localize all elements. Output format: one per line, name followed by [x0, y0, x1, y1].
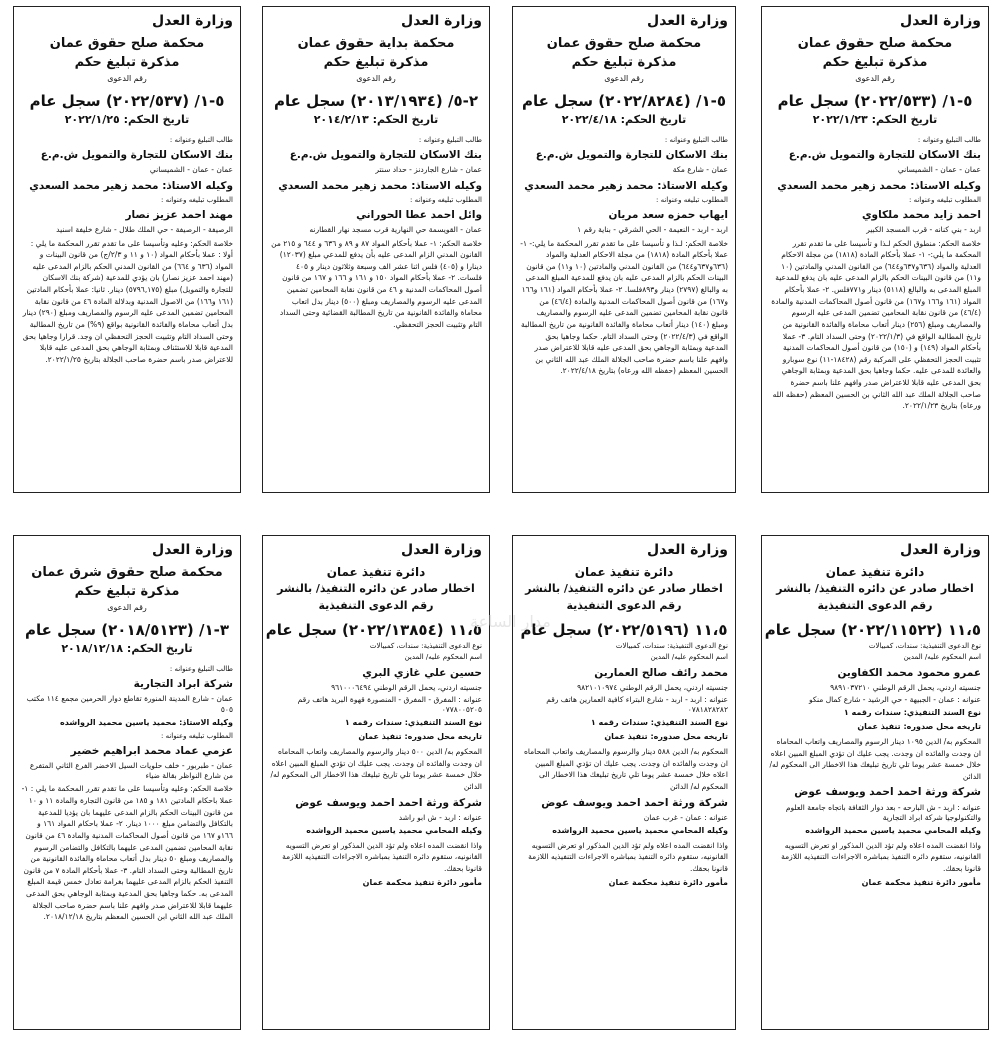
- respondent-address: عمان - القويسمة حي النهارية قرب مسجد نهار القطارنه: [309, 225, 482, 235]
- court-name: محكمة صلح حقوق شرق عمان: [31, 564, 223, 580]
- case-number: ١١،٥ (٢٠٢٢/١١٥٢٢) سجل عام: [764, 620, 981, 639]
- notice-bottom-4: [13, 535, 241, 1030]
- bond-date: تاريخه محل صدوره: تنفيذ عمان: [358, 732, 482, 742]
- case-label: رقم الدعوى: [107, 73, 147, 83]
- case-label: رقم الدعوى: [855, 73, 895, 83]
- claimant-name: بنك الاسكان للتجارة والتمويل ش.م.ع: [788, 149, 981, 162]
- bond-type: نوع السند التنفيذي: سندات رقمه ١: [344, 718, 482, 728]
- ministry-title: وزارة العدل: [401, 13, 482, 29]
- case-type: نوع الدعوى التنفيذية: سندات، كمبيالات: [868, 642, 981, 651]
- claimant-address: عمان - شارع مكة: [672, 165, 728, 175]
- creditor-address: عنوانه : اربد - ش البارحه - بعد دوار الثقافة باتجاه جامعة العلوم والتكنولوجيا شركة ابراد التجارية: [785, 802, 981, 822]
- judgment-summary: خلاصة الحكم: وعليه وتأسيسا على ما تقدم تقرر المحكمة ما يلي : ١- عملا باحكام المادتين ١٨١ و ١٨٥ من قانون التجارة والمادة ١١ و ١٠ من قانون البينات الحكم بالزام المدعى عليهما بان يؤديا للمدعية بالتكافل والتضامن مبلغ ١٠٠٠ دينار. ٢- عملا باحكام المواد ١٦١ و ١٦٦و ١٦٧ من قانون أصول المحاكمات المدنية والمادة ٤٦ من قانون نقابة المحامين تضمين المدعى عليهما بالتكافل والتضامن الرسوم والمصاريف ومبلغ ٥٠ دينار بدل أتعاب محاماة والفائدة القانونية من تاريخ المطالبة وحتى السداد التام. ٣- عملا بأحكام المادة ٧ من قانون التنفيذ الحكم بالزام المدعى عليهما بغرامة تعادل خمس قيمة المبلغ المدعى به. حكما وجاهيا بحق المدعية وبمثابة الوجاهي بحق المدعى عليهما قابلا للاعتراض صدر وافهم علنا باسم حضرة صاحب الجلالة الملك عبد الله الثاني ابن الحسين المعظم بتاريخ ٢٠١٨/١٢/١٨.: [21, 784, 233, 922]
- debtor-label: اسم المحكوم عليه/ المدين: [650, 653, 728, 662]
- judgment-date: تاريخ الحكم: ٢٠٢٢/١/٢٥: [64, 113, 190, 127]
- respondent-address: اربد - اربد - النعيمة - الحي الشرقي - بناية رقم ١: [577, 225, 728, 235]
- department-name: دائرة تنفيذ عمان: [326, 564, 426, 579]
- bond-date: تاريخه محل صدوره: تنفيذ عمان: [604, 732, 728, 742]
- case-number: ٥-١/ (٢٠٢٢/٨٢٨٤) سجل عام: [522, 91, 726, 110]
- claimant-label: طالب التبليغ وعنوانه :: [418, 135, 482, 144]
- respondent-label: المطلوب تبليغه وعنوانه :: [161, 195, 233, 204]
- case-label: رقم الدعوى التنفيذية: [817, 598, 933, 612]
- respondent-name: وائل احمد عطا الحوراني: [356, 209, 482, 222]
- ministry-title: وزارة العدل: [647, 542, 728, 558]
- notice-top-4: [13, 6, 241, 493]
- watermark: مدار الساعة: [470, 612, 551, 631]
- judgment-summary: خلاصة الحكم: ١- عملا بأحكام المواد ٨٧ و ٨٩ و ٦٣٦ و ٦٤٤ و ٢١٥ من القانون المدني الزام المدعى عليه بأن يدفع للمدعي مبلغ (١٢٠٣٧) دينارا و (٤٠٥) فلس اثنا عشر الف وسبعة وثلاثون دينار و ٤٠٥ فلسات. ٢- عملا بأحكام المواد ١٥٠ و ١٦١ و ١٦٦ و ١٦٧ من قانون أصول المحاكمات المدنية و ٤٦ من قانون نقابة المحامين تضمين المدعى عليه الرسوم والمصاريف ومبلغ (٥٠٠) دينار بدل اتعاب محاماة والفائدة القانونية من تاريخ المطالبة القضائية وحتى السداد التام وتثبيت الحجز التحفظي.: [271, 238, 482, 329]
- creditor-address: عنوانه : اربد - ش ابو راشد: [398, 812, 482, 822]
- creditor-name: شركة ورثة احمد احمد ويوسف عوض: [541, 796, 728, 809]
- case-number: ١١،٥ (٢٠٢٢/١٣٨٥٤) سجل عام: [265, 620, 482, 639]
- judgment-date: تاريخ الحكم: ٢٠١٨/١٢/١٨: [61, 642, 193, 656]
- judgment-date: تاريخ الحكم: ٢٠١٤/٢/١٣: [313, 113, 439, 127]
- respondent-label: المطلوب تبليغه وعنوانه :: [909, 195, 981, 204]
- case-label: رقم الدعوى: [604, 73, 644, 83]
- department-name: دائرة تنفيذ عمان: [825, 564, 925, 579]
- respondent-name: احمد زايد محمد ملكاوي: [861, 209, 981, 222]
- respondent-label: المطلوب تبليغه وعنوانه :: [410, 195, 482, 204]
- court-name: محكمة صلح حقوق عمان: [546, 35, 702, 51]
- debt-details: المحكوم به/ الدين ٥٠٠ دينار والرسوم والمصاريف واتعاب المحاماه ان وجدت والفائده ان وجدت. يجب عليك ان تؤدي المبلغ المبين اعلاه خلال خمسة عشر يوما تلي تاريخ تبليغك هذا الاخطار الى المحكوم له/ الدائن: [270, 747, 482, 791]
- respondent-name: مهند احمد عزيز نصار: [125, 209, 233, 222]
- judgment-summary: خلاصة الحكم: لـذا و تأسيسا على ما تقدم تقرر المحكمة ما يلي:- ١- عملا بأحكام المادة (١٨١٨) من مجلة الاحكام العدلية والمواد (٦٣٦و٦٣٧و٦٤٤) من القانون المدني والمادتين (١٠ و١١) من قانون البينات الحكم بالزام المدعى عليه بان يدفع للمدعية المبلغ المدعى به والبالغ (٢٧٩٧) دينار و٨٩٣فلسا. ٢- عملا بأحكام المواد (١٦١ و١٦٦ و١٦٧) من قانون أصول المحاكمات المدنية والمادة (٤٦/٤) من قانون نقابة المحامين تضمين المدعى عليه الرسوم والمصاريف ومبلغ (١٤٠) دينار أتعاب محاماة والفائدة القانونية من تاريخ المطالبة الواقع في (٢٠٢٢/٤/٣) وحتى السداد التام. حكما وجاهيا بحق المدعية وبمثابة الوجاهي بحق المدعى عليه قابلا للاعتراض صدر وافهم علنا باسم حضرة صاحب الجلالة الملك عبد الله الثاني بن الحسين المعظم (حفظه الله ورعاه) بتاريخ ٢٠٢٢/٤/١٨.: [520, 238, 728, 376]
- claimant-address: عمان - عمان - الشميساني: [897, 165, 981, 175]
- notice-subtitle: مذكرة تبليغ حكم: [74, 55, 180, 71]
- case-number: ٣-١/ (٢٠١٨/٥١٢٣) سجل عام: [25, 620, 229, 639]
- creditor-name: شركة ورثة احمد احمد ويوسف عوض: [794, 786, 981, 799]
- case-number: ٥-١/ (٢٠٢٢/٥٣٣) سجل عام: [777, 91, 973, 110]
- lawyer-name: وكيله المحامي محميد ياسين محميد الرواشده: [552, 825, 728, 835]
- closing-text: واذا انقضت المده اعلاه ولم تؤد الدين المذكور او تعرض التسويه القانونيه، ستقوم دائره التنفيذ بمباشره الاجراءات التنفيذيه اللازمة قانونا بحقك.: [781, 840, 981, 873]
- closing-text: واذا انقضت المده اعلاه ولم تؤد الدين المذكور او تعرض التسويه القانونيه، ستقوم دائره التنفيذ بمباشره الاجراءات التنفيذيه اللازمة قانونا بحقك.: [282, 840, 482, 873]
- notice-subtitle: مذكرة تبليغ حكم: [571, 55, 677, 71]
- respondent-label: المطلوب تبليغه وعنوانه :: [656, 195, 728, 204]
- debt-details: المحكوم به/ الدين ٥٨٨ دينار والرسوم والمصاريف واتعاب المحاماه ان وجدت والفائده ان وجدت. يجب عليك ان تؤدي المبلغ المبين اعلاه خلال خمسة عشر يوما تلي تاريخ تبليغك هذا الاخطار الى المحكوم له/ الدائن: [523, 747, 728, 791]
- agent-name: وكيله الاستاذ: محمد زهير محمد السعدي: [278, 179, 482, 192]
- judgment-summary: خلاصة الحكم: وعليه وتأسيسا على ما تقدم تقرر المحكمة ما يلي : أولا : عملا بأحكام المواد (١٠ و ١١ و ٢/٣/ج) من قانون البينات و المواد (٦٣٦ و ٦٦٤) من القانون المدني الحكم بالزام المدعى عليه (مهند احمد عزيز نصار) بان يؤدي للمدعية (شركة بنك الاسكان للتجارة والتمويل) مبلغ (٥٧٩٦,١٧٥) دينار. ثانيا: عملا بأحكام المادتين (١٦١ و١٦٦) من الاصول المدنية وبدلالة المادة ٤٦ من قانون نقابة المحامين تضمين المدعى عليه الرسوم والمصاريف ومبلغ (٢٩٠) دينار بدل أتعاب محاماة والفائدة القانونية بواقع (٩%) من تاريخ المطالبة وحتى السداد التام وتثبيت الحجز التحفظي ان وجد. قرارا وجاهيا بحق المدعية قابلا للاستئناف وبمثابة الوجاهي بحق المدعى عليه قابلا للاعتراض صدر باسم حضرة صاحب الجلالة بتاريخ ٢٠٢٢/١/٢٥.: [22, 238, 233, 364]
- claimant-name: بنك الاسكان للتجارة والتمويل ش.م.ع: [535, 149, 728, 162]
- notice-title: اخطار صادر عن دائره التنفيذ/ بالنشر: [277, 582, 475, 596]
- claimant-address: عمان - شارع الجاردنز - حداد سنتر: [375, 165, 482, 175]
- claimant-label: طالب التبليغ وعنوانه :: [664, 135, 728, 144]
- closing-text: واذا انقضت المده اعلاه ولم تؤد الدين المذكور او تعرض التسويه القانونيه، ستقوم دائره التنفيذ بمباشره الاجراءات التنفيذيه اللازمة قانونا بحقك.: [528, 840, 728, 873]
- claimant-name: بنك الاسكان للتجارة والتمويل ش.م.ع: [289, 149, 482, 162]
- bond-type: نوع السند التنفيذي: سندات رقمه ١: [590, 718, 728, 728]
- case-number: ٥-١/ (٢٠٢٢/٥٣٧) سجل عام: [29, 91, 225, 110]
- debtor-name: عمرو محمود محمد الكفاوين: [837, 666, 981, 679]
- agent-name: وكيله الاستاذ: محمد زهير محمد السعدي: [524, 179, 728, 192]
- claimant-address: عمان - شارع المدينة المنورة تقاطع دوار الحرمين مجمع ١١٤ مكتب ٥٠٥: [26, 694, 233, 714]
- notice-top-1: [761, 6, 989, 493]
- notice-bottom-3: [262, 535, 490, 1030]
- notice-bottom-2: [512, 535, 736, 1030]
- debtor-info: جنسيته اردني، يحمل الرقم الوطني ٩٦١٠٠٠٦٤٩٤: [331, 683, 482, 693]
- debtor-address: عنوانه : اربد - اربد - شارع البتراء كافية العمارين هاتف رقم ٠٧٨١٨٢٨٢٨٢: [546, 695, 728, 715]
- ministry-title: وزارة العدل: [152, 542, 233, 558]
- ministry-title: وزارة العدل: [152, 13, 233, 29]
- signature: مأمور دائرة تنفيذ محكمة عمان: [608, 877, 728, 887]
- lawyer-name: وكيله المحامي محميد ياسين محميد الرواشده: [306, 825, 482, 835]
- notice-bottom-1: [761, 535, 989, 1030]
- respondent-name: عزمي عماد محمد ابراهيم خضير: [70, 744, 233, 757]
- case-type: نوع الدعوى التنفيذية: سندات، كمبيالات: [615, 642, 728, 651]
- respondent-address: الرصيفة - الرصيفة - حي الملك طلال - شارع خليفة اسنيد: [56, 225, 233, 235]
- debtor-name: محمد رائف صالح العمارين: [594, 666, 728, 679]
- case-type: نوع الدعوى التنفيذية: سندات، كمبيالات: [369, 642, 482, 651]
- notice-subtitle: مذكرة تبليغ حكم: [323, 55, 429, 71]
- ministry-title: وزارة العدل: [647, 13, 728, 29]
- claimant-label: طالب التبليغ وعنوانه :: [169, 664, 233, 673]
- claimant-label: طالب التبليغ وعنوانه :: [169, 135, 233, 144]
- respondent-label: المطلوب تبليغه وعنوانه :: [161, 731, 233, 740]
- lawyer-name: وكيله المحامي محميد ياسين محميد الرواشده: [805, 825, 981, 835]
- creditor-name: شركة ورثة احمد احمد ويوسف عوض: [295, 796, 482, 809]
- debtor-address: عنوانه : المفرق - المفرق - المنصورة قهوة البريد هاتف رقم ٠٧٧٨٠٠٥٢٠٥: [297, 695, 482, 715]
- claimant-address: عمان - عمان - الشميساني: [149, 165, 233, 175]
- debtor-address: عنوانه : عمان - الجبيهة - حي الرشيد - شارع كمال منكو: [809, 695, 981, 705]
- debtor-info: جنسيته اردني، يحمل الرقم الوطني ٩٨٢١٠١٠٩٧٤: [577, 683, 728, 693]
- court-name: محكمة بداية حقوق عمان: [297, 35, 455, 51]
- signature: مأمور دائرة تنفيذ محكمة عمان: [861, 877, 981, 887]
- court-name: محكمة صلح حقوق عمان: [49, 35, 205, 51]
- agent-name: وكيله الاستاذ: محمد زهير محمد السعدي: [777, 179, 981, 192]
- bond-type: نوع السند التنفيذي: سندات رقمه ١: [843, 708, 981, 718]
- court-name: محكمة صلح حقوق عمان: [797, 35, 953, 51]
- debtor-name: حسين علي غازي البري: [362, 666, 482, 679]
- notice-title: اخطار صادر عن دائره التنفيذ/ بالنشر: [776, 582, 974, 596]
- department-name: دائرة تنفيذ عمان: [574, 564, 674, 579]
- case-label: رقم الدعوى: [356, 73, 396, 83]
- notice-top-2: [512, 6, 736, 493]
- judgment-date: تاريخ الحكم: ٢٠٢٢/٤/١٨: [561, 113, 687, 127]
- case-number: ٢-٥/ (٢٠١٣/١٩٣٤) سجل عام: [274, 91, 478, 110]
- ministry-title: وزارة العدل: [900, 13, 981, 29]
- judgment-summary: خلاصة الحكم: منطوق الحكم لـذا و تأسيسا على ما تقدم تقرر المحكمة ما يلي:- ١- عملا بأحكام المادة (١٨١٨) من مجلة الاحكام العدلية والمواد (٦٣٦و٦٣٧و٦٤٤) من القانون المدني والمادتين (١٠ و١١) من قانون البينات الحكم بالزام المدعى عليه بان يدفع للمدعية المبلغ المدعى به والبالغ (٥١١٨) دينار و٧٧١فلس. ٢- عملا بأحكام المواد (١٦١ و١٦٦ و١٦٧) من قانون أصول المحاكمات المدنية والمادة (٤٦/٤) من قانون نقابة المحامين تضمين المدعى عليه الرسوم والمصاريف ومبلغ (٢٥٦) دينار أتعاب محاماة والفائدة القانونية من تاريخ المطالبة الواقع في (٢٠٢٢/١/٣) وحتى السداد التام. ٣- عملا بأحكام المواد (١٤٩) و (١٥٠) من قانون أصول المحاكمات المدنية تثبيت الحجز التحفظي على المركبة رقم (١٨٤٢٨-١١) نوع سوبارو والعائدة للمدعى عليه. حكما وجاهيا بحق المدعية وبمثابة الوجاهي بحق المدعى عليه قابلا للاعتراض صدر وافهم علنا باسم حضرة صاحب الجلالة الملك عبد الله الثاني بن الحسين المعظم (حفظه الله ورعاه) بتاريخ ٢٠٢٢/١/٢٣.: [771, 238, 981, 411]
- respondent-name: ايهاب حمزه سعد مريان: [608, 209, 728, 222]
- claimant-name: شركة ابراد التجارية: [133, 678, 233, 691]
- claimant-name: بنك الاسكان للتجارة والتمويل ش.م.ع: [40, 149, 233, 162]
- respondent-address: اربد - بني كنانه - قرب المسجد الكبير: [866, 225, 981, 235]
- debt-details: المحكوم به/ الدين ١٠٩٥ دينار الرسوم والمصاريف واتعاب المحاماه ان وجدت والفائده ان وجدت. يجب عليك ان تؤدي المبلغ المبين اعلاه خلال خمسة عشر يوما تلي تاريخ تبليغك هذا الاخطار الى المحكوم له/ الدائن: [769, 736, 981, 781]
- claimant-label: طالب التبليغ وعنوانه :: [917, 135, 981, 144]
- agent-name: وكيله الاستاذ: محمد زهير محمد السعدي: [29, 179, 233, 192]
- debtor-label: اسم المحكوم عليه/ المدين: [404, 653, 482, 662]
- signature: مأمور دائرة تنفيذ محكمة عمان: [362, 877, 482, 887]
- case-label: رقم الدعوى: [107, 602, 147, 612]
- creditor-address: عنوانه : عمان - غرب عمان: [643, 812, 728, 822]
- notice-subtitle: مذكرة تبليغ حكم: [822, 55, 928, 71]
- case-label: رقم الدعوى التنفيذية: [318, 598, 434, 612]
- agent-name: وكيله الاستاذ: محميد ياسين محميد الرواشده: [60, 717, 233, 727]
- ministry-title: وزارة العدل: [900, 542, 981, 558]
- bond-date: تاريخه محل صدوره: تنفيذ عمان: [857, 722, 981, 732]
- notice-title: اخطار صادر عن دائره التنفيذ/ بالنشر: [525, 582, 723, 596]
- case-label: رقم الدعوى التنفيذية: [566, 598, 682, 612]
- ministry-title: وزارة العدل: [401, 542, 482, 558]
- debtor-label: اسم المحكوم عليه/ المدين: [903, 653, 981, 662]
- notice-subtitle: مذكرة تبليغ حكم: [74, 584, 180, 600]
- respondent-address: عمان - طبربور - خلف حلويات السيل الاخضر الفرع الثاني المتفرع من شارع النواظر بقالة ضياء: [29, 761, 233, 781]
- case-number: ١١،٥ (٢٠٢٢/٥١٩٦) سجل عام: [520, 620, 728, 639]
- judgment-date: تاريخ الحكم: ٢٠٢٢/١/٢٣: [812, 113, 938, 127]
- notice-top-3: [262, 6, 490, 493]
- debtor-info: جنسيته اردني، يحمل الرقم الوطني ٩٨٩١٠٣٧٢١٠: [830, 683, 981, 693]
